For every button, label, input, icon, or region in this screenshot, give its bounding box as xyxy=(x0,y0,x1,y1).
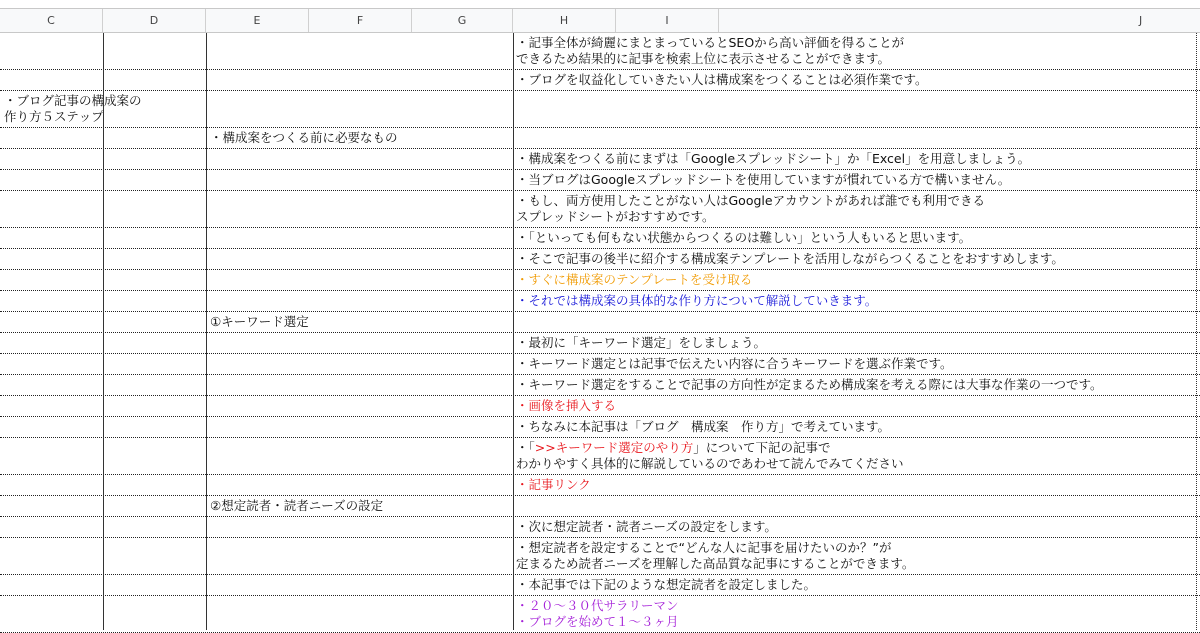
cell-text xyxy=(210,314,309,330)
cell-h[interactable] xyxy=(513,33,1200,69)
cell-line: ②想定読者・読者ニーズの設定 xyxy=(210,498,384,513)
cell-line: ・次に想定読者・読者ニーズの設定をします。 xyxy=(516,519,777,534)
cell-text xyxy=(516,251,1064,267)
column-header-j[interactable]: J xyxy=(1139,14,1143,27)
cell-text xyxy=(516,193,985,224)
column-header-g[interactable]: G xyxy=(412,9,513,32)
cell-text xyxy=(210,130,398,146)
cell-line: ・本記事では下記のような想定読者を設定しました。 xyxy=(516,577,817,592)
cell-text xyxy=(516,377,1103,393)
table-row xyxy=(0,149,1200,170)
cell-h[interactable] xyxy=(513,291,1200,311)
cell-e[interactable] xyxy=(206,128,1200,148)
cell-line: ・そこで記事の後半に紹介する構成案テンプレートを活用しながらつくることをおすすめします。 xyxy=(516,251,1064,266)
cell-line: ・構成案をつくる前にまずは「Googleスプレッドシート」か「Excel」を用意しましょう。 xyxy=(516,151,1031,166)
column-divider xyxy=(1196,33,1197,630)
column-header-d[interactable]: D xyxy=(103,9,206,32)
cell-h[interactable] xyxy=(513,517,1200,537)
cell-text xyxy=(210,498,383,514)
table-row xyxy=(0,333,1200,354)
cell-line: ・記事リンク xyxy=(516,477,591,492)
column-header-e[interactable]: E xyxy=(206,9,309,32)
cell-text xyxy=(516,477,591,493)
table-row xyxy=(0,417,1200,438)
cell-line: ・ブログを始めて１～３ヶ月 xyxy=(516,613,679,629)
table-row xyxy=(0,312,1200,333)
table-row xyxy=(0,438,1200,475)
cell-text xyxy=(516,230,971,246)
table-row xyxy=(0,128,1200,149)
table-row xyxy=(0,70,1200,91)
column-divider xyxy=(513,33,514,630)
cell-line: ・ブログを収益化していきたい人は構成案をつくることは必須作業です。 xyxy=(516,72,928,87)
table-row xyxy=(0,396,1200,417)
table-row xyxy=(0,538,1200,575)
cell-line: ・２０～３０代サラリーマン xyxy=(516,598,679,613)
cell-line: ①キーワード選定 xyxy=(210,314,309,329)
table-row xyxy=(0,228,1200,249)
cell-line: 作り方５ステップ xyxy=(4,108,104,124)
cell-line: ・想定読者を設定することで“どんな人に記事を届けたいのか？”が xyxy=(516,540,892,555)
cell-line: ・それでは構成案の具体的な作り方について解説していきます。 xyxy=(516,293,878,308)
cell-h[interactable] xyxy=(513,575,1200,595)
column-header-i[interactable]: I xyxy=(616,9,719,32)
cell-h[interactable] xyxy=(513,417,1200,437)
cell-line: ・「といっても何もない状態からつくるのは難しい」という人もいると思います。 xyxy=(516,230,972,245)
cell-text xyxy=(516,35,904,66)
column-header-c[interactable]: C xyxy=(0,9,103,32)
table-row xyxy=(0,375,1200,396)
cell-text xyxy=(516,293,877,309)
column-divider xyxy=(103,33,104,630)
cell-text xyxy=(516,356,953,372)
cell-text xyxy=(516,540,914,571)
cell-line: ・画像を挿入する xyxy=(516,398,617,413)
cell-h[interactable] xyxy=(513,396,1200,416)
cell-line: ・記事全体が綺麗にまとまっているとSEOから高い評価を得ることが xyxy=(516,35,905,50)
cell-line: ・キーワード選定をすることで記事の方向性が定まるため構成案を考える際には大事な作業の一つです。 xyxy=(516,377,1103,392)
cell-h[interactable] xyxy=(513,354,1200,374)
cell-h[interactable] xyxy=(513,333,1200,353)
cell-text xyxy=(516,577,816,593)
table-row xyxy=(0,517,1200,538)
cell-h[interactable] xyxy=(513,228,1200,248)
cell-text xyxy=(4,93,142,124)
cell-line: ・キーワード選定とは記事で伝えたい内容に合うキーワードを選ぶ作業です。 xyxy=(516,356,953,371)
cell-e[interactable] xyxy=(206,312,1200,332)
cell-h[interactable] xyxy=(513,438,1200,474)
column-header-row xyxy=(0,8,1200,33)
cell-text xyxy=(516,419,890,435)
table-row xyxy=(0,596,1200,633)
cell-text xyxy=(516,172,1010,188)
table-row xyxy=(0,270,1200,291)
cell-h[interactable] xyxy=(513,475,1200,495)
cell-line: できるため結果的に記事を検索上位に表示させることができます。 xyxy=(516,50,891,66)
column-divider xyxy=(206,33,207,630)
cell-text xyxy=(516,335,766,351)
cell-h[interactable] xyxy=(513,596,1200,632)
cell-h[interactable] xyxy=(513,149,1200,169)
column-header-f[interactable]: F xyxy=(309,9,412,32)
cell-text: ・「>>キーワード選定のやり方」について下記の記事で わかりやすく具体的に解説しているのであわせて読んでみてください xyxy=(516,440,904,471)
column-header-h[interactable]: H xyxy=(513,9,616,32)
table-row xyxy=(0,91,1200,128)
table-row xyxy=(0,475,1200,496)
keyword-link[interactable]: >>キーワード選定のやり方 xyxy=(534,440,694,455)
cell-line: ・構成案をつくる前に必要なもの xyxy=(210,130,398,145)
table-row xyxy=(0,575,1200,596)
table-row xyxy=(0,354,1200,375)
cell-h[interactable] xyxy=(513,538,1200,574)
table-row xyxy=(0,496,1200,517)
cell-line: わかりやすく具体的に解説しているのであわせて読んでみてください xyxy=(516,455,904,471)
cell-line: ・当ブログはGoogleスプレッドシートを使用していますが慣れている方で構いません。 xyxy=(516,172,1011,187)
cell-h[interactable] xyxy=(513,70,1200,90)
table-row xyxy=(0,291,1200,312)
cell-line: ・ちなみに本記事は「ブログ 構成案 作り方」で考えています。 xyxy=(516,419,891,434)
cell-line: ・最初に「キーワード選定」をしましょう。 xyxy=(516,335,767,350)
cell-text xyxy=(516,519,777,535)
cell-text xyxy=(516,272,752,288)
cell-e[interactable] xyxy=(206,496,1200,516)
cell-text xyxy=(516,72,928,88)
cell-text xyxy=(516,598,679,629)
cell-h[interactable] xyxy=(513,249,1200,269)
cell-h[interactable] xyxy=(513,270,1200,290)
table-row xyxy=(0,33,1200,70)
cell-text xyxy=(516,151,1030,167)
cell-line: ・ブログ記事の構成案の xyxy=(4,93,142,108)
cell-h[interactable] xyxy=(513,170,1200,190)
cell-h[interactable] xyxy=(513,375,1200,395)
cell-line: 定まるため読者ニーズを理解した高品質な記事にすることができます。 xyxy=(516,555,915,571)
cell-text xyxy=(516,398,616,414)
table-row xyxy=(0,249,1200,270)
cell-c[interactable] xyxy=(0,91,1200,127)
table-row xyxy=(0,170,1200,191)
cell-line: ・もし、両方使用したことがない人はGoogleアカウントがあれば誰でも利用できる xyxy=(516,193,985,208)
cell-h[interactable] xyxy=(513,191,1200,227)
table-row xyxy=(0,191,1200,228)
cell-line: ・すぐに構成案のテンプレートを受け取る xyxy=(516,272,753,287)
cell-line: スプレッドシートがおすすめです。 xyxy=(516,208,715,224)
